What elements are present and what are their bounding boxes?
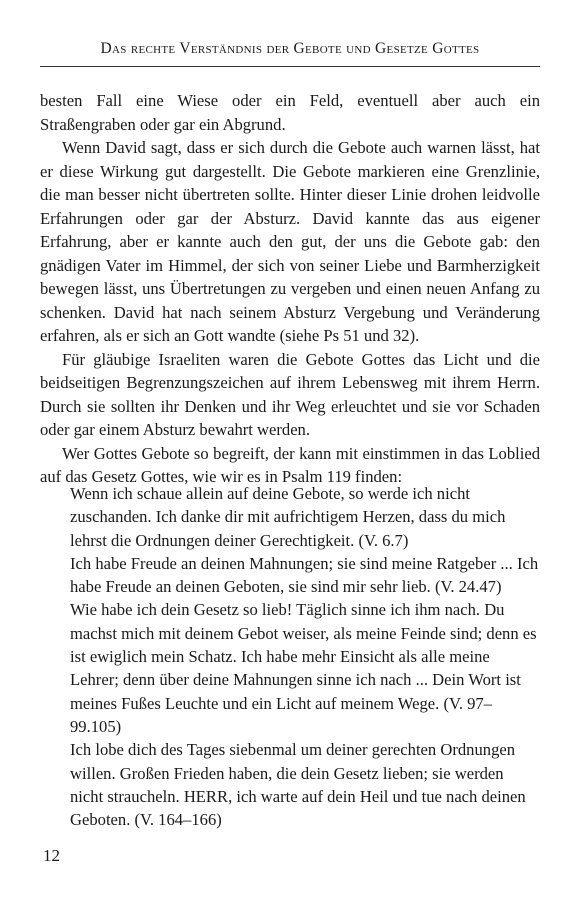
quote-stanza: Ich habe Freude an deinen Mahnungen; sie sind meine Ratgeber ... Ich habe Freude an deinen Geboten, sie sind mir sehr lieb. (V. 24.47) bbox=[70, 553, 539, 597]
body-paragraph: Für gläubige Israeliten waren die Gebote Gottes das Licht und die beidseitigen Begrenzungszeichen auf ihrem Lebensweg mit ihrem Herrn. Durch sie sollten ihr Denken und ihr Weg erleuchtet und sie vor Schaden oder gar einem Absturz bewahrt werden. bbox=[40, 349, 540, 439]
running-header: Das rechte Verständnis der Gebote und Gesetze Gottes bbox=[100, 40, 480, 57]
quote-stanza: Ich lobe dich des Tages siebenmal um deiner gerechten Ordnungen willen. Großen Frieden haben, die dein Gesetz lieben; sie werden nicht straucheln. HERR, ich warte auf dein Heil und tue nach deinen Geboten. (V. 164–166) bbox=[70, 740, 526, 830]
body-paragraph: Wer Gottes Gebote so begreift, der kann mit einstimmen in das Loblied auf das Gesetz Gottes, wie wir es in Psalm 119 finden: bbox=[40, 443, 540, 486]
body-paragraph: Wenn David sagt, dass er sich durch die Gebote auch warnen lässt, hat er diese Wirkung gut dargestellt. Die Gebote markieren eine Grenzlinie, die man besser nicht übertreten sollte. Hinter dieser Linie drohen leidvolle Erfahrungen oder gar der Absturz. David kannte das aus eigener Erfahrung, aber er kannte auch den gut, der uns die Gebote gab: den gnädigen Vater im Himmel, der sich von seiner Liebe und Barmherzigkeit bewegen lässt, uns Übertretungen zu vergeben und einen neuen Anfang zu schenken. David hat nach seinem Absturz Vergebung und Veränderung erfahren, als er sich an Gott wandte (siehe Ps 51 und 32). bbox=[40, 138, 540, 345]
psalm-quotation bbox=[70, 482, 540, 831]
page-number: 12 bbox=[43, 846, 60, 865]
quote-stanza: Wenn ich schaue allein auf deine Gebote, so werde ich nicht zuschanden. Ich danke dir mit aufrichtigem Herzen, dass du mich lehrst die Ordnungen deiner Gerechtigkeit. (V. 6.7) bbox=[70, 484, 506, 550]
header-rule bbox=[40, 66, 540, 67]
body-paragraph: besten Fall eine Wiese oder ein Feld, eventuell aber auch ein Straßengraben oder gar ein Abgrund. bbox=[40, 91, 540, 134]
quote-stanza: Wie habe ich dein Gesetz so lieb! Täglich sinne ich ihm nach. Du machst mich mit deinem Gebot weiser, als meine Feinde sind; denn es ist ewiglich mein Schatz. Ich habe mehr Einsicht als alle meine Lehrer; denn über deine Mahnungen sinne ich nach ... Dein Wort ist meines Fußes Leuchte und ein Licht auf meinem Wege. (V. 97–99.105) bbox=[70, 600, 537, 736]
body-text bbox=[40, 89, 540, 489]
